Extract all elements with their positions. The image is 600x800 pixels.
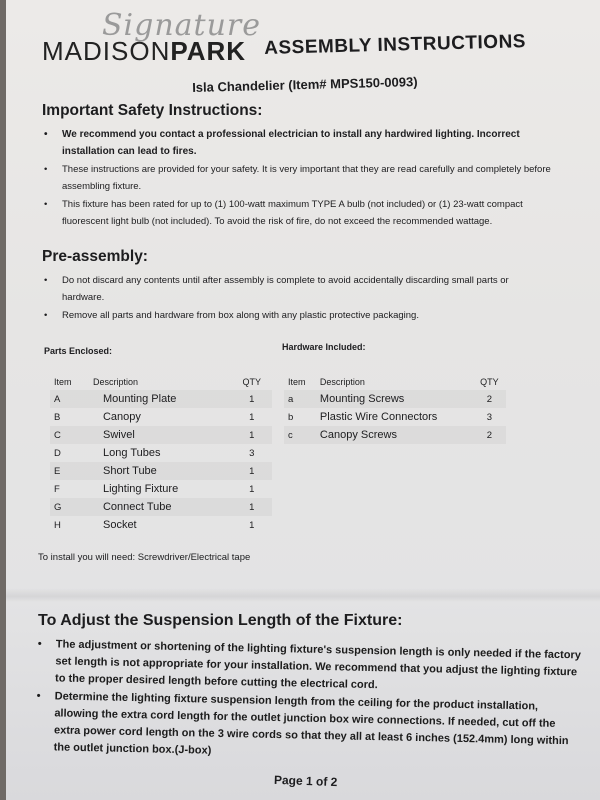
cell-item: B (54, 411, 61, 423)
cell-item: E (50, 462, 89, 480)
hardware-table (284, 374, 506, 444)
cell-qty: 3 (249, 447, 255, 459)
preassembly-list (42, 272, 552, 325)
safety-item: • These instructions are provided for your safety. It is very important that they are read carefully and completely before assembling fixture. (42, 161, 562, 195)
cell-description: Canopy Screws (316, 426, 473, 444)
preassembly-item: • Do not discard any contents until after assembly is complete to avoid accidentally discarding small parts or hardware. (42, 272, 552, 306)
cell-description: Short Tube (89, 462, 231, 480)
cell-item: F (54, 483, 60, 495)
table-row (50, 498, 272, 516)
adjust-item: • The adjustment or shortening of the lighting fixture's suspension length is only needed if the factory set length is not appropriate for your installation. We recommend that you adjust the lighting fixture to the proper desired length before cutting the electrical cord. (35, 636, 584, 698)
parts-table (50, 374, 272, 534)
col-description: Description (92, 377, 139, 387)
cell-qty: 1 (249, 519, 255, 531)
cell-item: D (54, 447, 61, 459)
cell-description: Lighting Fixture (102, 483, 179, 495)
safety-item: • This fixture has been rated for up to (1) 100-watt maximum TYPE A bulb (not included) or (1) 23-watt compact fluorescent light bulb (not included). To avoid the risk of fire, do not exceed the recommended wattage. (42, 196, 562, 230)
table-row (50, 462, 272, 480)
safety-item: • We recommend you contact a professional electrician to install any hardwired lighting. Incorrect installation can lead to fires. (42, 126, 562, 160)
hardware-label: Hardware Included: (282, 342, 366, 352)
col-qty: QTY (480, 377, 499, 387)
preassembly-heading: Pre-assembly: (42, 248, 148, 265)
cell-description: Long Tubes (102, 447, 161, 459)
cell-qty: 2 (473, 390, 506, 408)
cell-description: Connect Tube (89, 498, 231, 516)
cell-qty: 1 (231, 390, 272, 408)
parts-header-row (50, 374, 272, 390)
document-title: ASSEMBLY INSTRUCTIONS (264, 31, 527, 59)
cell-description: Mounting Plate (89, 390, 231, 408)
page-number: Page 1 of 2 (273, 772, 338, 790)
parts-label: Parts Enclosed: (44, 346, 113, 356)
cell-qty: 1 (231, 462, 272, 480)
cell-description: Canopy (102, 411, 141, 423)
cell-qty: 2 (473, 426, 506, 444)
col-item: Item (54, 377, 72, 387)
table-row (50, 444, 272, 462)
cell-description: Mounting Screws (316, 390, 473, 408)
cell-item: C (50, 426, 89, 444)
table-row (284, 390, 506, 408)
brand-name-bold: PARK (170, 36, 247, 66)
brand-logo (42, 36, 246, 67)
cell-qty: 1 (231, 426, 272, 444)
table-row (284, 408, 506, 426)
cell-qty: 1 (231, 498, 272, 516)
table-row (284, 426, 506, 444)
adjust-item: • Determine the lighting fixture suspension length from the ceiling for the product installation, allowing the extra cord length for the outlet junction box wire connections. If needed, cut off the extra power cord length on the 3 wire cords so that they all at least 6 inches (152.4mm) long within the outlet junction box.(J-box) (33, 688, 582, 767)
cell-item: c (284, 426, 316, 444)
cell-item: a (284, 390, 316, 408)
cell-item: H (54, 519, 61, 531)
table-row (50, 390, 272, 408)
adjust-heading: To Adjust the Suspension Length of the Fixture: (38, 612, 403, 629)
safety-heading: Important Safety Instructions: (42, 102, 263, 119)
table-row (50, 408, 272, 426)
cell-qty: 1 (249, 483, 255, 495)
col-item: Item (288, 377, 306, 387)
col-qty: QTY (242, 377, 261, 387)
cell-description: Plastic Wire Connectors (319, 411, 438, 423)
safety-list (42, 126, 562, 231)
table-row (50, 426, 272, 444)
cell-qty: 3 (486, 411, 493, 423)
preassembly-item: • Remove all parts and hardware from box along with any plastic protective packaging. (42, 307, 552, 324)
brand-script-logo: Signature (102, 8, 262, 43)
cell-item: G (50, 498, 89, 516)
paper-fold (6, 588, 600, 602)
col-description: Description (319, 377, 365, 387)
install-tools-note: To install you will need: Screwdriver/Electrical tape (38, 552, 251, 563)
brand-name-light: MADISON (42, 36, 171, 66)
cell-description: Socket (102, 519, 137, 531)
cell-item: b (288, 411, 294, 423)
cell-description: Swivel (89, 426, 231, 444)
table-row (50, 480, 272, 498)
cell-qty: 1 (249, 411, 255, 423)
product-name: Isla Chandelier (Item# MPS150-0093) (192, 74, 418, 95)
adjust-list (33, 636, 583, 768)
hardware-header-row (284, 374, 506, 390)
cell-item: A (50, 390, 89, 408)
instruction-sheet (6, 0, 600, 800)
table-row (50, 516, 272, 534)
